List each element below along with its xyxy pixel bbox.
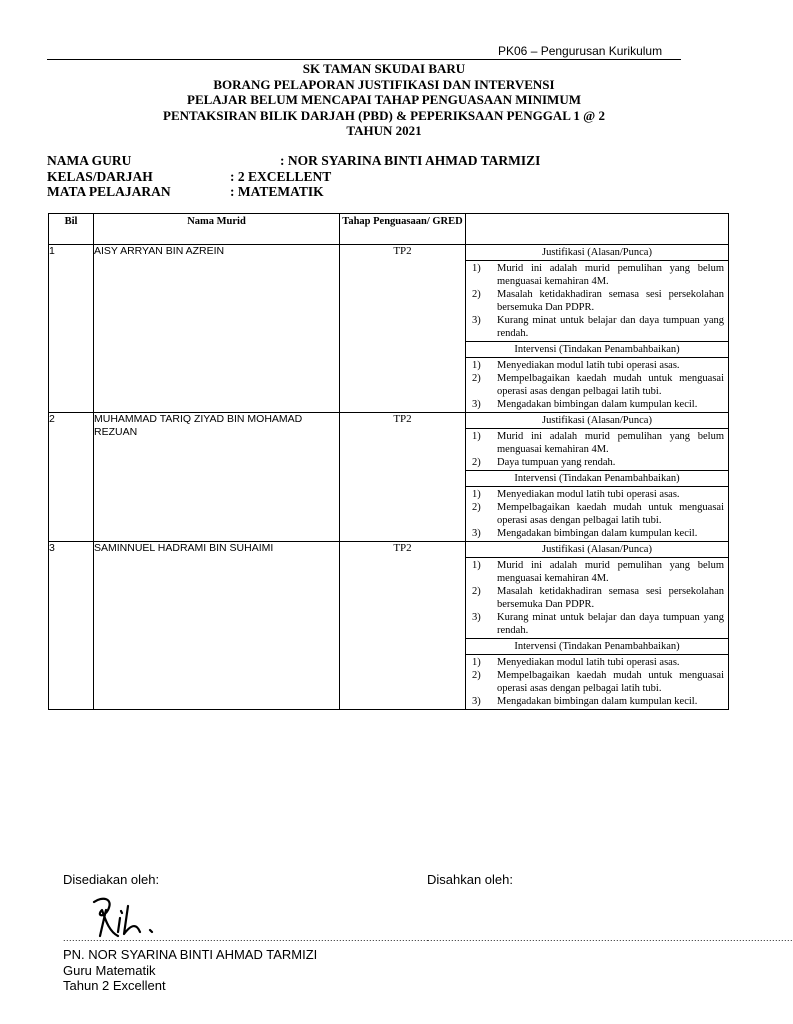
row-bil: 2: [49, 413, 94, 542]
item-number: 2): [472, 289, 481, 300]
intervensi-list: [466, 358, 728, 412]
item-text: Murid ini adalah murid pemulihan yang belum menguasai kemahiran 4M.: [497, 431, 724, 455]
header-rule: [47, 59, 681, 60]
document-code: PK06 – Pengurusan Kurikulum: [498, 44, 663, 58]
list-item: [472, 262, 724, 288]
teacher-label: NAMA GURU: [47, 153, 132, 168]
item-text: Mempelbagaikan kaedah mudah untuk menguasai operasi asas dengan pelbagai latih tubi.: [497, 502, 724, 526]
header-nama: Nama Murid: [94, 214, 340, 245]
header-tahap: Tahap Penguasaan/ GRED: [340, 214, 466, 245]
justifikasi-list: [466, 261, 728, 342]
item-text: Mempelbagaikan kaedah mudah untuk menguasai operasi asas dengan pelbagai latih tubi.: [497, 373, 724, 397]
item-number: 2): [472, 373, 481, 384]
table-row: [49, 413, 729, 542]
list-item: [472, 559, 724, 585]
item-number: 3): [472, 696, 481, 707]
item-text: Murid ini adalah murid pemulihan yang belum menguasai kemahiran 4M.: [497, 560, 724, 584]
prepared-by-label: Disediakan oleh:: [63, 872, 160, 887]
item-number: 2): [472, 457, 481, 468]
justifikasi-heading: Justifikasi (Alasan/Punca): [466, 413, 728, 429]
row-student-name: AISY ARRYAN BIN AZREIN: [94, 245, 340, 413]
item-number: 3): [472, 612, 481, 623]
row-notes: [466, 413, 729, 542]
intervensi-list: [466, 655, 728, 709]
row-student-name: MUHAMMAD TARIQ ZIYAD BIN MOHAMAD REZUAN: [94, 413, 340, 542]
row-tahap: TP2: [340, 245, 466, 413]
teacher-value: : NOR SYARINA BINTI AHMAD TARMIZI: [280, 153, 541, 168]
row-notes: [466, 245, 729, 413]
row-tahap: TP2: [340, 542, 466, 710]
class-label: KELAS/DARJAH: [47, 168, 153, 184]
item-text: Mempelbagaikan kaedah mudah untuk menguasai operasi asas dengan pelbagai latih tubi.: [497, 670, 724, 694]
item-number: 2): [472, 670, 481, 681]
item-number: 3): [472, 399, 481, 410]
item-text: Menyediakan modul latih tubi operasi asas.: [497, 657, 680, 668]
item-text: Menyediakan modul latih tubi operasi asas.: [497, 489, 680, 500]
item-text: Masalah ketidakhadiran semasa sesi persekolahan bersemuka Dan PDPR.: [497, 586, 724, 610]
list-item: [472, 456, 724, 469]
item-text: Menyediakan modul latih tubi operasi asas.: [497, 360, 680, 371]
school-name: SK TAMAN SKUDAI BARU: [302, 61, 466, 76]
signatory-name: PN. NOR SYARINA BINTI AHMAD TARMIZI: [63, 947, 318, 962]
subject-label: MATA PELAJARAN: [47, 184, 171, 199]
table-row: [49, 245, 729, 413]
class-value: : 2 EXCELLENT: [230, 168, 332, 184]
item-text: Daya tumpuan yang rendah.: [497, 457, 616, 468]
item-text: Murid ini adalah murid pemulihan yang belum menguasai kemahiran 4M.: [497, 263, 724, 287]
list-item: [472, 501, 724, 527]
signatory-details: [63, 947, 317, 994]
item-text: Mengadakan bimbingan dalam kumpulan kecil.: [497, 528, 698, 539]
justifikasi-list: [466, 429, 728, 471]
item-number: 1): [472, 263, 481, 274]
form-subtitle: PELAJAR BELUM MENCAPAI TAHAP PENGUASAAN MINIMUM: [187, 92, 581, 107]
item-number: 3): [472, 528, 481, 539]
list-item: [472, 488, 724, 501]
list-item: [472, 430, 724, 456]
list-item: [472, 314, 724, 340]
subject-value: : MATEMATIK: [230, 184, 324, 199]
table-row: [49, 542, 729, 710]
list-item: [472, 288, 724, 314]
justifikasi-heading: Justifikasi (Alasan/Punca): [466, 245, 728, 261]
list-item: [472, 527, 724, 540]
row-bil: 3: [49, 542, 94, 710]
item-text: Kurang minat untuk belajar dan daya tumpuan yang rendah.: [497, 315, 724, 339]
item-text: Mengadakan bimbingan dalam kumpulan kecil.: [497, 399, 698, 410]
list-item: [472, 656, 724, 669]
item-number: 2): [472, 502, 481, 513]
table-header-row: [49, 214, 729, 245]
signatory-class: Tahun 2 Excellent: [63, 978, 166, 993]
row-bil: 1: [49, 245, 94, 413]
item-text: Mengadakan bimbingan dalam kumpulan kecil.: [497, 696, 698, 707]
student-table: [48, 213, 729, 710]
item-number: 1): [472, 431, 481, 442]
intervensi-list: [466, 487, 728, 541]
approved-signature-line: ..........................................................................................................................: [427, 933, 793, 943]
item-text: Kurang minat untuk belajar dan daya tumpuan yang rendah.: [497, 612, 724, 636]
list-item: [472, 398, 724, 411]
list-item: [472, 669, 724, 695]
item-number: 2): [472, 586, 481, 597]
item-number: 1): [472, 360, 481, 371]
list-item: [472, 695, 724, 708]
justifikasi-heading: Justifikasi (Alasan/Punca): [466, 542, 728, 558]
item-number: 3): [472, 315, 481, 326]
intervensi-heading: Intervensi (Tindakan Penambahbaikan): [466, 342, 728, 358]
intervensi-heading: Intervensi (Tindakan Penambahbaikan): [466, 471, 728, 487]
item-number: 1): [472, 657, 481, 668]
justifikasi-list: [466, 558, 728, 639]
item-text: Masalah ketidakhadiran semasa sesi persekolahan bersemuka Dan PDPR.: [497, 289, 724, 313]
header-bil: Bil: [49, 214, 94, 245]
list-item: [472, 585, 724, 611]
list-item: [472, 611, 724, 637]
row-tahap: TP2: [340, 413, 466, 542]
assessment-title: PENTAKSIRAN BILIK DARJAH (PBD) & PEPERIKSAAN PENGGAL 1 @ 2: [163, 107, 605, 123]
intervensi-heading: Intervensi (Tindakan Penambahbaikan): [466, 639, 728, 655]
item-number: 1): [472, 489, 481, 500]
form-title: BORANG PELAPORAN JUSTIFIKASI DAN INTERVENSI: [213, 76, 555, 92]
header-extra: [466, 214, 729, 245]
document-titles: [0, 61, 768, 139]
list-item: [472, 372, 724, 398]
item-number: 1): [472, 560, 481, 571]
row-student-name: SAMINNUEL HADRAMI BIN SUHAIMI: [94, 542, 340, 710]
list-item: [472, 359, 724, 372]
prepared-signature-line: ..........................................................................................................................: [63, 933, 430, 943]
signatory-role: Guru Matematik: [63, 962, 156, 978]
approved-by-label: Disahkan oleh:: [427, 872, 513, 887]
row-notes: [466, 542, 729, 710]
year-title: TAHUN 2021: [346, 123, 422, 138]
